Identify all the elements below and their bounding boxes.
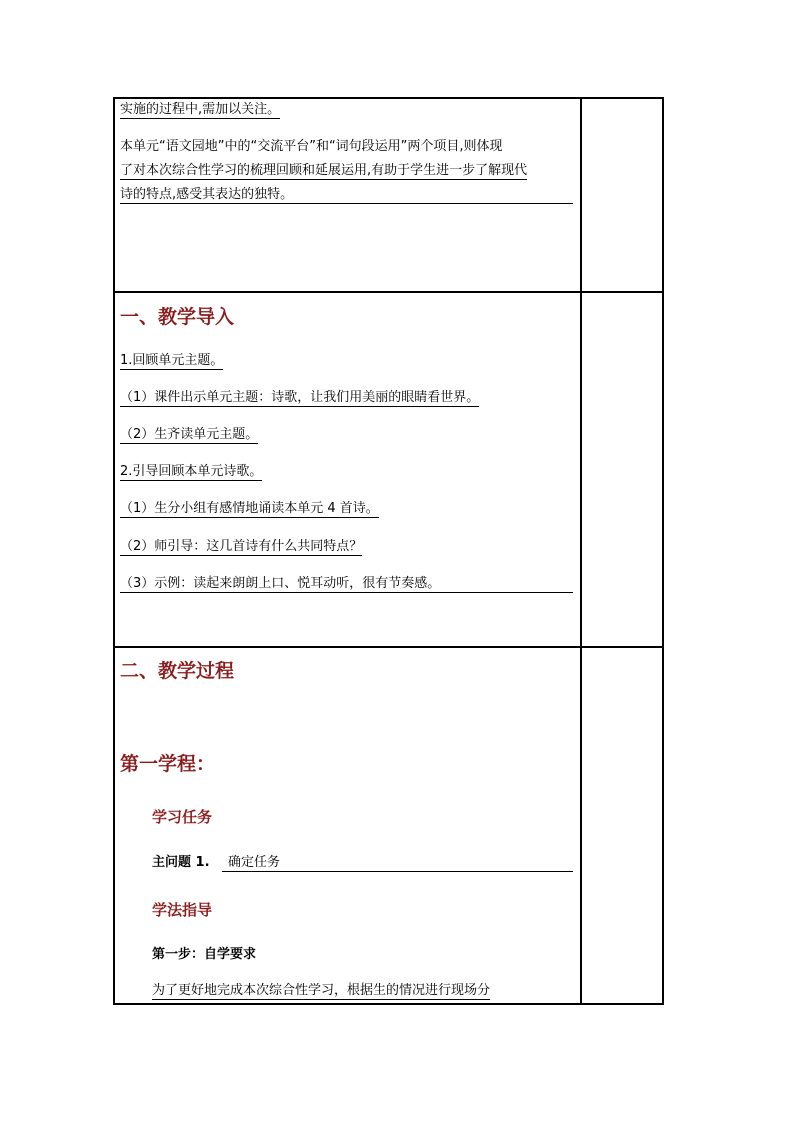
table-row-divider <box>113 291 664 293</box>
method-guide-heading: 学法指导 <box>152 901 213 919</box>
table-row-divider <box>113 646 664 648</box>
cell1-line1: 实施的过程中,需加以关注。 <box>120 102 281 117</box>
cell1-para-line2: 了对本次综合性学习的梳理回顾和延展运用,有助于学生进一步了解现代 <box>120 163 528 178</box>
intro-item: 1.回顾单元主题。 <box>120 353 224 368</box>
step-label: 第一步：自学要求 <box>152 947 257 962</box>
underline-rule <box>222 871 573 872</box>
intro-item: （2）生齐读单元主题。 <box>120 427 259 442</box>
section-heading-intro: 一、教学导入 <box>120 306 235 328</box>
intro-item: （3）示例：读起来朗朗上口、悦耳动听，很有节奏感。 <box>120 576 441 591</box>
intro-item: （1）课件出示单元主题：诗歌，让我们用美丽的眼睛看世界。 <box>120 390 480 405</box>
section-heading-process: 二、教学过程 <box>120 660 235 682</box>
question-label: 主问题 1. <box>152 855 210 870</box>
cell1-para-line3: 诗的特点,感受其表达的独特。 <box>120 187 294 202</box>
underline-rule <box>120 203 573 204</box>
learning-task-heading: 学习任务 <box>152 808 213 826</box>
cell1-para-line1: 本单元“语文园地”中的“交流平台”和“词句段运用”两个项目,则体现 <box>120 139 503 154</box>
question-text: 确定任务 <box>228 855 281 870</box>
table-column-divider <box>580 97 582 1005</box>
intro-item: 2.引导回顾本单元诗歌。 <box>120 464 263 479</box>
step-text: 为了更好地完成本次综合性学习，根据生的情况进行现场分 <box>152 983 491 998</box>
subheading-first-stage: 第一学程： <box>120 753 216 775</box>
intro-item: （2）师引导：这几首诗有什么共同特点？ <box>120 539 363 554</box>
underline-rule <box>120 592 573 593</box>
intro-item: （1）生分小组有感情地诵读本单元 4 首诗。 <box>120 501 379 516</box>
